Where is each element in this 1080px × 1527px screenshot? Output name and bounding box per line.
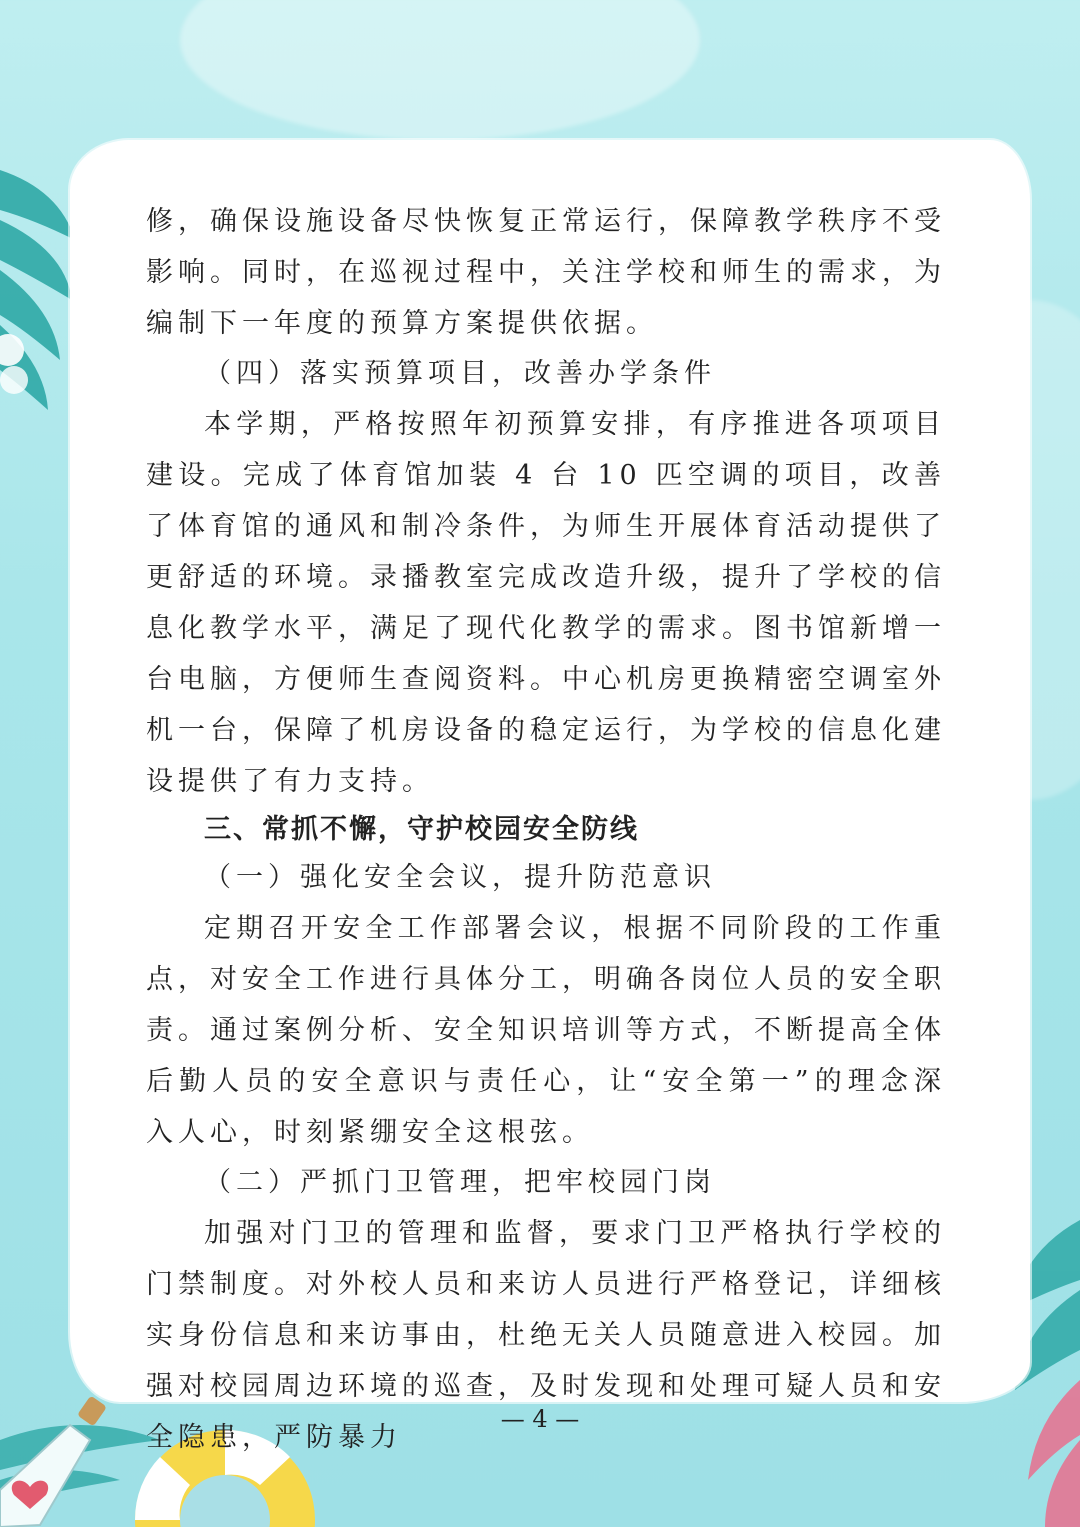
document-body — [146, 196, 946, 1463]
page-number: — 4 — — [500, 1405, 580, 1433]
paragraph-budget-projects: 本学期，严格按照年初预算安排，有序推进各项项目建设。完成了体育馆加装 4 台 10 匹空调的项目，改善了体育馆的通风和制冷条件，为师生开展体育活动提供了更舒适的环境。录播教室完成改造升级，提升了学校的信息化教学水平，满足了现代化教学的需求。图书馆新增一台电脑，方便师生查阅资料。中心机房更换精密空调室外机一台，保障了机房设备的稳定运行，为学校的信息化建设提供了有力支持。 — [146, 409, 946, 797]
palm-leaf-left-illustration — [0, 150, 80, 450]
background-wash-top — [180, 0, 700, 140]
paragraph-safety-meetings: 定期召开安全工作部署会议，根据不同阶段的工作重点，对安全工作进行具体分工，明确各岗位人员的安全职责。通过案例分析、安全知识培训等方式，不断提高全体后勤人员的安全意识与责任心，让“安全第一”的理念深入人心，时刻紧绷安全这根弦。 — [146, 913, 946, 1148]
flower-illustration — [0, 330, 40, 400]
subheading-safety-meetings: （一）强化安全会议，提升防范意识 — [204, 862, 716, 893]
paragraph-gate-management: 加强对门卫的管理和监督，要求门卫严格执行学校的门禁制度。对外校人员和来访人员进行严格登记，详细核实身份信息和来访事由，杜绝无关人员随意进入校园。加强对校园周边环境的巡查，及时发现和处理可疑人员和安全隐患，严防暴力 — [146, 1218, 946, 1453]
section-heading-safety: 三、常抓不懈，守护校园安全防线 — [204, 814, 639, 845]
paragraph-continuation: 修，确保设施设备尽快恢复正常运行，保障教学秩序不受影响。同时，在巡视过程中，关注学校和师生的需求，为编制下一年度的预算方案提供依据。 — [146, 206, 946, 339]
subheading-gate-management: （二）严抓门卫管理，把牢校园门岗 — [204, 1167, 716, 1198]
subheading-budget-projects: （四）落实预算项目，改善办学条件 — [204, 358, 716, 389]
